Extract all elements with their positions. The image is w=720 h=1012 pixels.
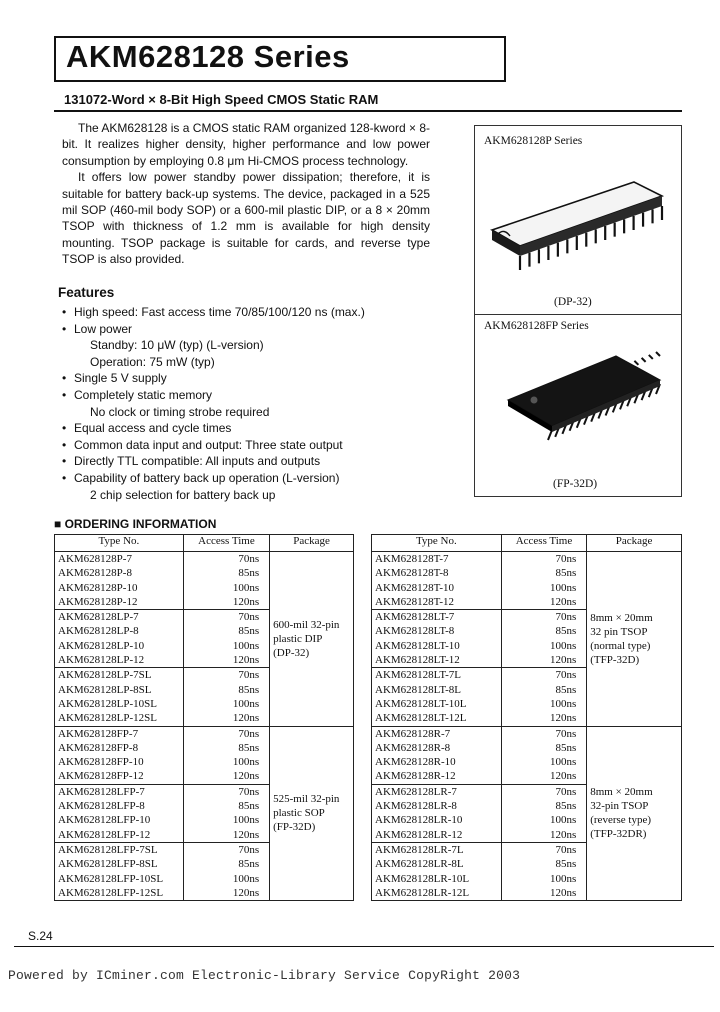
table-row bbox=[372, 726, 682, 784]
text-line: AKM628128LP-7 bbox=[58, 611, 139, 624]
access-group bbox=[183, 784, 269, 842]
feature-subitem: 2 chip selection for battery back up bbox=[90, 487, 276, 502]
text-line: AKM628128LFP-7 bbox=[58, 785, 145, 798]
text-line: 85ns bbox=[555, 800, 577, 813]
text-line: AKM628128LFP-10 bbox=[58, 814, 151, 827]
text-line: plastic DIP bbox=[273, 632, 323, 645]
text-line: AKM628128LP-8SL bbox=[58, 683, 152, 696]
text-line: 70ns bbox=[555, 843, 577, 856]
feature-item: • Capability of battery back up operation (L-version) bbox=[60, 470, 440, 487]
col-header-type: Type No. bbox=[372, 535, 502, 552]
fp-package-code: (FP-32D) bbox=[553, 478, 598, 490]
type-group bbox=[372, 842, 502, 900]
text-line: AKM628128LP-12SL bbox=[58, 712, 158, 725]
text-line: AKM628128FP-10 bbox=[58, 756, 144, 769]
text-line: AKM628128LP-10SL bbox=[58, 697, 158, 710]
page-title: AKM628128 Series bbox=[66, 39, 350, 74]
text-line: 85ns bbox=[555, 625, 577, 638]
package-cell bbox=[270, 552, 354, 727]
text-line: 120ns bbox=[549, 828, 577, 841]
type-group bbox=[55, 668, 184, 726]
text-line: 85ns bbox=[238, 741, 260, 754]
text-line: AKM628128R-10 bbox=[375, 756, 456, 769]
text-line: (TFP-32DR) bbox=[590, 828, 647, 841]
text-line: AKM628128P-10 bbox=[58, 581, 138, 594]
type-group bbox=[55, 842, 184, 900]
text-line: 70ns bbox=[555, 553, 577, 565]
text-line: 120ns bbox=[232, 595, 260, 608]
text-line: AKM628128R-7 bbox=[375, 727, 451, 740]
access-group bbox=[501, 784, 587, 842]
text-line: AKM628128LP-10 bbox=[58, 639, 145, 652]
text-line: AKM628128T-10 bbox=[375, 581, 455, 594]
package-cell bbox=[270, 726, 354, 901]
text-line: 85ns bbox=[238, 625, 260, 638]
dip-package-illustration bbox=[484, 160, 674, 290]
features-heading: Features bbox=[58, 285, 115, 300]
sop-body bbox=[508, 356, 660, 432]
intro-paragraph: It offers low power standby power dissipation; therefore, it is suitable for battery back-up systems. The device, packaged in a 525 mil SOP (460-mil body SOP) or a 600-mil plastic DIP, or a 8 × 20mm TSOP with thickness of 1.2 mm is available for high density mounting. TSOP package is suitable for cards, and reverse type TSOP is also provided. bbox=[62, 170, 430, 267]
col-header-package: Package bbox=[270, 535, 354, 552]
text-line: AKM628128LR-8L bbox=[375, 858, 464, 871]
feature-subitem: Standby: 10 μW (typ) (L-version) bbox=[90, 338, 264, 353]
intro-text bbox=[62, 120, 430, 268]
text-line: AKM628128LFP-8SL bbox=[58, 858, 158, 871]
text-line: 100ns bbox=[549, 814, 577, 827]
text-line: AKM628128LP-12 bbox=[58, 654, 145, 667]
text-line: AKM628128LP-8 bbox=[58, 625, 139, 638]
text-line: 120ns bbox=[232, 828, 260, 841]
col-header-access: Access Time bbox=[183, 535, 269, 552]
feature-item: • Equal access and cycle times bbox=[60, 420, 440, 437]
type-group bbox=[372, 610, 502, 668]
text-line: 525-mil 32-pin bbox=[273, 793, 340, 806]
access-group bbox=[501, 610, 587, 668]
text-line: AKM628128LR-12L bbox=[375, 886, 470, 899]
type-group bbox=[372, 668, 502, 726]
feature-subitem: Operation: 75 mW (typ) bbox=[90, 354, 215, 369]
text-line: 100ns bbox=[232, 639, 260, 652]
text-line: AKM628128LR-8 bbox=[375, 800, 457, 813]
text-line: 100ns bbox=[549, 581, 577, 594]
text-line: 70ns bbox=[238, 785, 260, 798]
page-subtitle: 131072-Word × 8-Bit High Speed CMOS Static RAM bbox=[64, 92, 379, 107]
text-line: (DP-32) bbox=[273, 646, 310, 659]
access-group bbox=[183, 668, 269, 726]
access-group bbox=[501, 552, 587, 610]
text-line: 100ns bbox=[232, 756, 260, 769]
text-line: 32-pin TSOP bbox=[590, 800, 649, 813]
text-line: 8mm × 20mm bbox=[590, 786, 653, 799]
access-group bbox=[183, 842, 269, 900]
access-group bbox=[501, 726, 587, 784]
text-line: 85ns bbox=[555, 858, 577, 871]
square-bullet-icon: ■ bbox=[54, 517, 62, 531]
text-line: AKM628128LFP-7SL bbox=[58, 843, 158, 856]
text-line: 600-mil 32-pin bbox=[273, 618, 340, 631]
table-header-row bbox=[372, 535, 682, 552]
table-header-row bbox=[55, 535, 354, 552]
access-group bbox=[183, 726, 269, 784]
table-row bbox=[55, 552, 354, 610]
text-line: 100ns bbox=[549, 697, 577, 710]
text-line: AKM628128LT-12L bbox=[375, 712, 467, 725]
type-group bbox=[55, 726, 184, 784]
package-cell bbox=[587, 552, 682, 727]
text-line: 85ns bbox=[238, 858, 260, 871]
text-line: AKM628128LR-12 bbox=[375, 828, 463, 841]
type-group bbox=[372, 784, 502, 842]
text-line: 85ns bbox=[555, 683, 577, 696]
text-line: AKM628128LT-7L bbox=[375, 669, 461, 682]
text-line: 70ns bbox=[238, 669, 260, 682]
text-line: 70ns bbox=[238, 553, 260, 565]
access-group bbox=[183, 610, 269, 668]
dip-series-label: AKM628128P Series bbox=[484, 135, 583, 147]
package-figure-divider bbox=[474, 314, 682, 315]
text-line: AKM628128T-7 bbox=[375, 553, 449, 565]
sop-pin bbox=[634, 361, 638, 365]
features-list bbox=[60, 304, 440, 503]
text-line: AKM628128R-8 bbox=[375, 741, 451, 754]
text-line: AKM628128FP-12 bbox=[58, 770, 144, 783]
col-header-package: Package bbox=[587, 535, 682, 552]
ordering-table-left bbox=[54, 534, 354, 901]
text-line: AKM628128LFP-12SL bbox=[58, 886, 164, 899]
text-line: (reverse type) bbox=[590, 814, 652, 827]
text-line: (TFP-32D) bbox=[590, 653, 640, 666]
type-group bbox=[55, 552, 184, 610]
fp-series-label: AKM628128FP Series bbox=[484, 320, 589, 332]
text-line: 70ns bbox=[555, 611, 577, 624]
title-rule bbox=[54, 110, 682, 112]
text-line: AKM628128LFP-10SL bbox=[58, 872, 164, 885]
text-line: plastic SOP bbox=[273, 807, 325, 820]
text-line: 100ns bbox=[232, 581, 260, 594]
type-group bbox=[55, 784, 184, 842]
text-line: AKM628128LT-12 bbox=[375, 654, 460, 667]
text-line: 8mm × 20mm bbox=[590, 611, 653, 624]
sop-pin bbox=[656, 352, 660, 356]
footer-rule bbox=[14, 946, 714, 947]
text-line: (FP-32D) bbox=[273, 821, 316, 834]
feature-item: • Completely static memory bbox=[60, 387, 440, 404]
text-line: 100ns bbox=[549, 872, 577, 885]
text-line: 70ns bbox=[238, 727, 260, 740]
text-line: 120ns bbox=[549, 595, 577, 608]
text-line: AKM628128T-8 bbox=[375, 567, 449, 580]
text-line: 120ns bbox=[232, 654, 260, 667]
text-line: 120ns bbox=[549, 886, 577, 899]
ordering-heading bbox=[54, 517, 216, 531]
feature-item: • Low power bbox=[60, 321, 440, 338]
col-header-access: Access Time bbox=[501, 535, 587, 552]
text-line: 100ns bbox=[232, 814, 260, 827]
text-line: AKM628128LP-7SL bbox=[58, 669, 152, 682]
text-line: AKM628128LT-10 bbox=[375, 639, 460, 652]
text-line: 85ns bbox=[238, 800, 260, 813]
ordering-table-right bbox=[371, 534, 682, 901]
text-line: AKM628128LR-10 bbox=[375, 814, 463, 827]
sop-package-illustration bbox=[494, 340, 674, 460]
text-line: 100ns bbox=[232, 872, 260, 885]
text-line: 70ns bbox=[555, 727, 577, 740]
text-line: (normal type) bbox=[590, 639, 651, 652]
text-line: 100ns bbox=[549, 756, 577, 769]
text-line: AKM628128LT-10L bbox=[375, 697, 467, 710]
text-line: 120ns bbox=[549, 654, 577, 667]
text-line: 70ns bbox=[555, 669, 577, 682]
intro-paragraph: The AKM628128 is a CMOS static RAM organized 128-kword × 8-bit. It realizes higher density, higher performance and low power consumption by employing 0.8 μm Hi-CMOS process technology. bbox=[62, 121, 430, 168]
text-line: AKM628128R-12 bbox=[375, 770, 456, 783]
page-number: S.24 bbox=[28, 929, 53, 943]
text-line: 120ns bbox=[549, 712, 577, 725]
text-line: AKM628128FP-7 bbox=[58, 727, 139, 740]
text-line: 32 pin TSOP bbox=[590, 625, 648, 638]
text-line: 85ns bbox=[555, 741, 577, 754]
text-line: 85ns bbox=[555, 567, 577, 580]
ordering-heading-text: ORDERING INFORMATION bbox=[64, 517, 217, 531]
text-line: AKM628128LR-10L bbox=[375, 872, 470, 885]
text-line: AKM628128LT-8L bbox=[375, 683, 461, 696]
access-group bbox=[501, 842, 587, 900]
text-line: 100ns bbox=[232, 697, 260, 710]
type-group bbox=[55, 610, 184, 668]
text-line: AKM628128P-12 bbox=[58, 595, 138, 608]
text-line: 70ns bbox=[555, 785, 577, 798]
table-row bbox=[55, 726, 354, 784]
text-line: AKM628128LFP-12 bbox=[58, 828, 151, 841]
table-row bbox=[372, 552, 682, 610]
text-line: 120ns bbox=[232, 886, 260, 899]
feature-subitem: No clock or timing strobe required bbox=[90, 404, 270, 419]
text-line: AKM628128T-12 bbox=[375, 595, 455, 608]
text-line: 85ns bbox=[238, 567, 260, 580]
feature-item: • Directly TTL compatible: All inputs and outputs bbox=[60, 453, 440, 470]
text-line: 70ns bbox=[238, 843, 260, 856]
text-line: AKM628128P-7 bbox=[58, 553, 132, 565]
text-line: 100ns bbox=[549, 639, 577, 652]
sop-pin bbox=[649, 355, 653, 359]
text-line: AKM628128LFP-8 bbox=[58, 800, 145, 813]
access-group bbox=[183, 552, 269, 610]
text-line: AKM628128LT-8 bbox=[375, 625, 455, 638]
col-header-type: Type No. bbox=[55, 535, 184, 552]
type-group bbox=[372, 552, 502, 610]
text-line: 120ns bbox=[549, 770, 577, 783]
package-cell bbox=[587, 726, 682, 901]
text-line: 85ns bbox=[238, 683, 260, 696]
feature-item: • Single 5 V supply bbox=[60, 370, 440, 387]
text-line: AKM628128LT-7 bbox=[375, 611, 455, 624]
type-group bbox=[372, 726, 502, 784]
feature-item: • Common data input and output: Three state output bbox=[60, 437, 440, 454]
text-line: AKM628128FP-8 bbox=[58, 741, 139, 754]
dip-package-code: (DP-32) bbox=[554, 296, 592, 308]
text-line: AKM628128P-8 bbox=[58, 567, 132, 580]
text-line: AKM628128LR-7L bbox=[375, 843, 464, 856]
access-group bbox=[501, 668, 587, 726]
powered-by-footer: Powered by ICminer.com Electronic-Library Service CopyRight 2003 bbox=[8, 968, 521, 983]
text-line: 70ns bbox=[238, 611, 260, 624]
text-line: AKM628128LR-7 bbox=[375, 785, 457, 798]
feature-item: • High speed: Fast access time 70/85/100/120 ns (max.) bbox=[60, 304, 440, 321]
sop-pin bbox=[642, 358, 646, 362]
text-line: 120ns bbox=[232, 770, 260, 783]
text-line: 120ns bbox=[232, 712, 260, 725]
